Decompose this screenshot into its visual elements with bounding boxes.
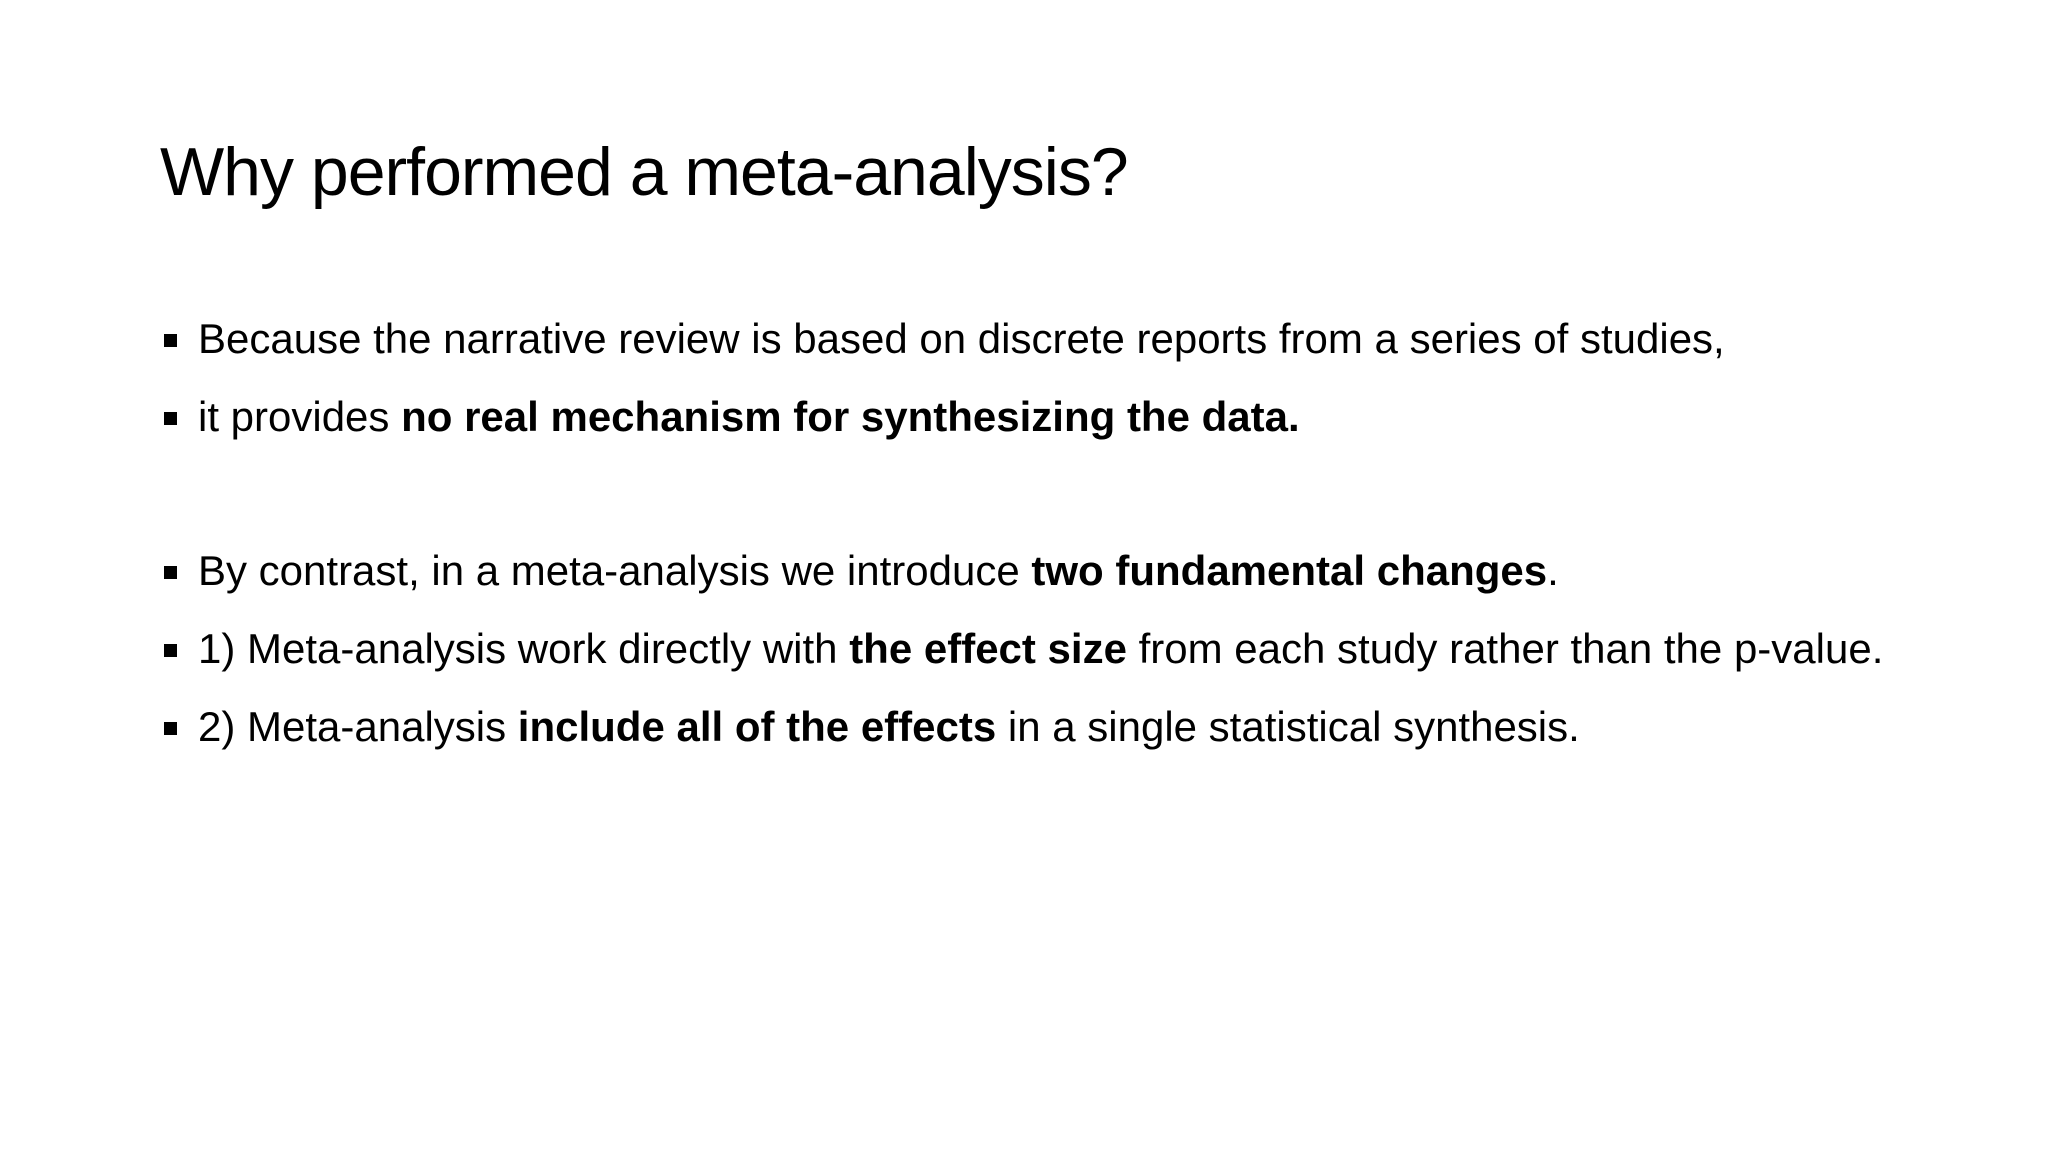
bullet-text-after: in a single statistical synthesis.: [996, 703, 1580, 750]
bullet-item-5: [160, 700, 1920, 754]
bullet-text: By contrast, in a meta-analysis we introduce: [198, 547, 1032, 594]
bullet-bold-text: the effect size: [849, 625, 1127, 672]
bullet-item-4: [160, 622, 1920, 676]
bullet-bold-text: no real mechanism for synthesizing the data.: [401, 393, 1300, 440]
square-bullet-icon: [164, 412, 177, 425]
square-bullet-icon: [164, 644, 177, 657]
bullet-text-after: .: [1547, 547, 1559, 594]
bullet-text-after: from each study rather than the p-value.: [1126, 625, 1884, 672]
bullet-bold-text: two fundamental changes: [1031, 547, 1548, 594]
square-bullet-icon: [164, 722, 177, 735]
bullet-bold-text: include all of the effects: [517, 703, 997, 750]
bullet-text: 2) Meta-analysis: [198, 703, 518, 750]
bullet-text: Because the narrative review is based on discrete reports from a series of studies,: [198, 315, 1725, 362]
bullet-item-3: [160, 544, 1920, 598]
square-bullet-icon: [164, 566, 177, 579]
bullet-item-1: [160, 312, 1920, 366]
slide-title: Why performed a meta-analysis?: [160, 134, 1128, 210]
bullet-list: [160, 312, 1920, 754]
bullet-item-2: [160, 390, 1920, 444]
bullet-text: 1) Meta-analysis work directly with: [198, 625, 850, 672]
bullet-text: it provides: [198, 393, 402, 440]
square-bullet-icon: [164, 334, 177, 347]
